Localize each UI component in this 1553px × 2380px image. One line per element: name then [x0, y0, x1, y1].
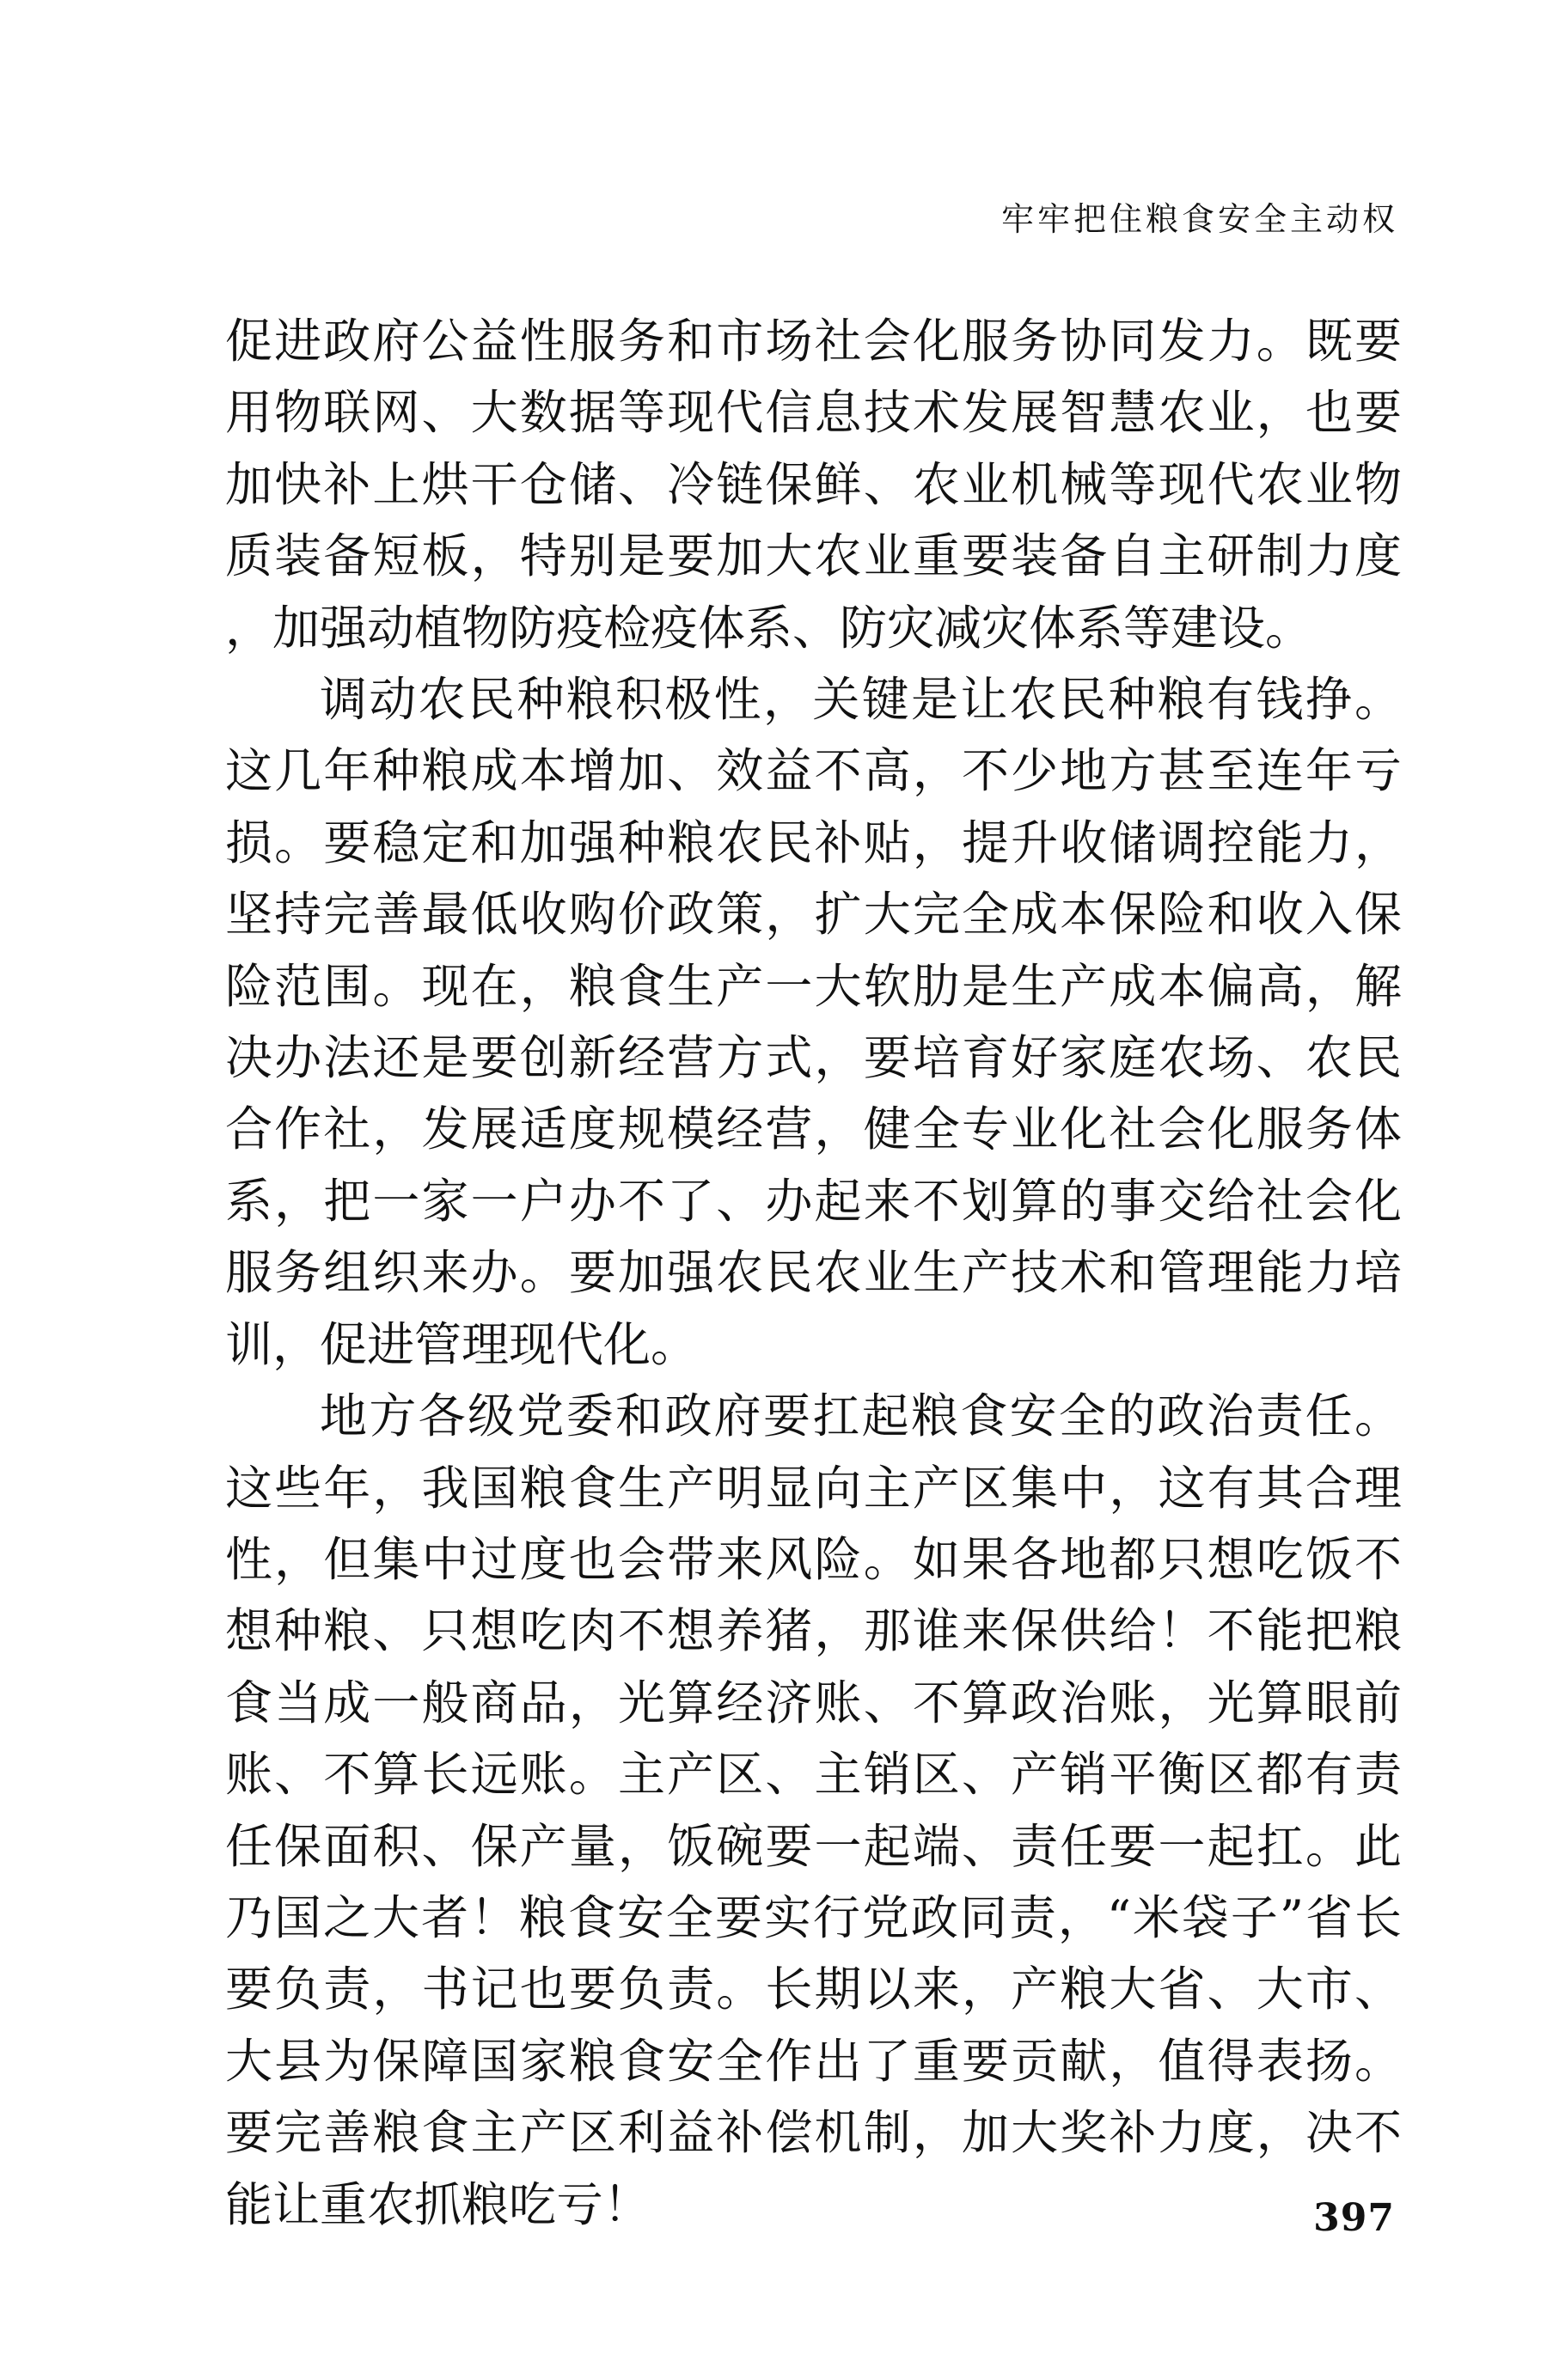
- body-text: [225, 306, 1402, 2241]
- paragraph-1: 促进政府公益性服务和市场社会化服务协同发力。既要用物联网、大数据等现代信息技术发展智慧农业，也要加快补上烘干仓储、冷链保鲜、农业机械等现代农业物质装备短板，特别是要加大农业重要装备自主研制力度，加强动植物防疫检疫体系、防灾减灾体系等建设。: [225, 314, 1402, 656]
- paragraph-3: 地方各级党委和政府要扛起粮食安全的政治责任。这些年，我国粮食生产明显向主产区集中，这有其合理性，但集中过度也会带来风险。如果各地都只想吃饭不想种粮、只想吃肉不想养猪，那谁来保供给！不能把粮食当成一般商品，光算经济账、不算政治账，光算眼前账、不算长远账。主产区、主销区、产销平衡区都有责任保面积、保产量，饭碗要一起端、责任要一起扛。此乃国之大者！粮食安全要实行党政同责，“米袋子”省长要负责，书记也要负责。长期以来，产粮大省、大市、大县为保障国家粮食安全作出了重要贡献，值得表扬。要完善粮食主产区利益补偿机制，加大奖补力度，决不能让重农抓粮吃亏！: [225, 1388, 1402, 2232]
- paragraph-2: 调动农民种粮积极性，关键是让农民种粮有钱挣。这几年种粮成本增加、效益不高，不少地方甚至连年亏损。要稳定和加强种粮农民补贴，提升收储调控能力，坚持完善最低收购价政策，扩大完全成本保险和收入保险范围。现在，粮食生产一大软肋是生产成本偏高，解决办法还是要创新经营方式，要培育好家庭农场、农民合作社，发展适度规模经营，健全专业化社会化服务体系，把一家一户办不了、办起来不划算的事交给社会化服务组织来办。要加强农民农业生产技术和管理能力培训，促进管理现代化。: [225, 672, 1402, 1372]
- running-head: 牢牢把住粮食安全主动权: [1000, 200, 1398, 238]
- page-number: 397: [1313, 2196, 1395, 2240]
